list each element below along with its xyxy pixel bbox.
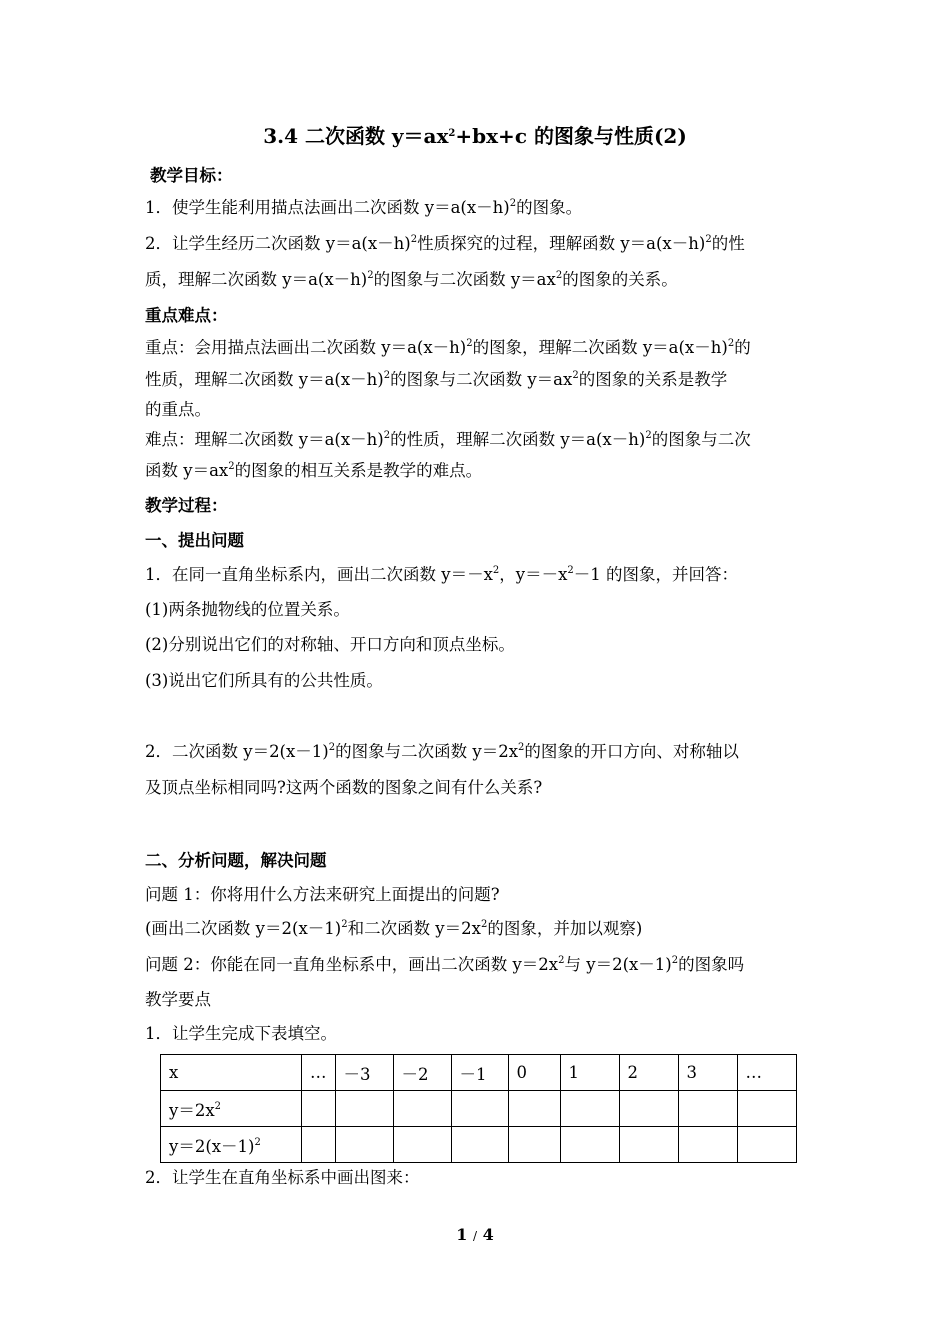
table-cell: 0 [508,1055,560,1091]
table-cell: 1 [560,1055,619,1091]
question-2-line1: 2．二次函数 $y=2(x-1)^2$的图象与二次函数 $y=2x^2$的图象的开口方向、对称轴以 [145,742,739,761]
difficult-point-line2: 函数 $y=ax^2$的图象的相互关系是教学的难点。 [145,461,483,480]
table-row [161,1127,797,1163]
table-cell[interactable] [560,1091,619,1127]
table-cell: x [161,1055,302,1091]
table-cell[interactable] [335,1091,393,1127]
question-2-line2: 及顶点坐标相同吗?这两个函数的图象之间有什么关系? [145,778,543,797]
key-point-line1: 重点：会用描点法画出二次函数 $y=a(x-h)^2$的图象，理解二次函数 $y=a(x-h)^2$的 [145,338,751,357]
section1-heading: 一、提出问题 [145,531,244,550]
table-cell: 3 [678,1055,737,1091]
table-cell[interactable] [508,1127,560,1163]
problem-1: 问题 1：你将用什么方法来研究上面提出的问题? [145,885,500,904]
table-cell: －2 [393,1055,451,1091]
value-table [160,1054,797,1163]
table-row [161,1091,797,1127]
table-cell: … [302,1055,336,1091]
table-cell[interactable] [619,1091,678,1127]
objectives-heading: 教学目标： [150,166,233,185]
keypoints-heading: 重点难点： [145,306,228,325]
table-cell: －3 [335,1055,393,1091]
question-1-1: (1)两条抛物线的位置关系。 [145,600,350,619]
teaching-points: 教学要点 [145,990,211,1009]
table-cell[interactable] [335,1127,393,1163]
question-1-2: (2)分别说出它们的对称轴、开口方向和顶点坐标。 [145,635,515,654]
page-number: 1 / 4 [456,1225,494,1244]
table-row [161,1055,797,1091]
teaching-point-1: 1．让学生完成下表填空。 [145,1024,337,1043]
question-1: 1．在同一直角坐标系内，画出二次函数 $y=-x^2$，$y=-x^2-1$ 的图象，并回答： [145,565,739,584]
table-row-label: $y=2x^2$ [161,1091,302,1127]
problem-2: 问题 2：你能在同一直角坐标系中，画出二次函数 $y=2x^2$与 $y=2(x-1)^2$的图象吗 [145,955,745,974]
table-cell[interactable] [619,1127,678,1163]
question-1-3: (3)说出它们所具有的公共性质。 [145,671,383,690]
table-cell[interactable] [737,1091,796,1127]
problem-1-hint: (画出二次函数 $y=2(x-1)^2$和二次函数 $y=2x^2$的图象，并加以观察) [145,919,643,938]
table-row-label: $y=2(x-1)^2$ [161,1127,302,1163]
key-point-line2: 性质，理解二次函数 $y=a(x-h)^2$的图象与二次函数 $y=ax^2$的图象的关系是教学 [145,370,728,389]
process-heading: 教学过程： [145,496,228,515]
page-title: 3.4 二次函数 $y=ax^2+bx+c$ 的图象与性质(2) [263,124,687,148]
table-cell[interactable] [451,1091,508,1127]
table-cell[interactable] [508,1091,560,1127]
table-cell[interactable] [560,1127,619,1163]
table-cell[interactable] [393,1091,451,1127]
objective-1: 1．使学生能利用描点法画出二次函数 $y=a(x-h)^2$的图象。 [145,198,583,217]
objective-2-line1: 2．让学生经历二次函数 $y=a(x-h)^2$性质探究的过程，理解函数 $y=a(x-h)^2$的性 [145,234,745,253]
teaching-point-2: 2．让学生在直角坐标系中画出图来： [145,1168,420,1187]
table-cell[interactable] [302,1127,336,1163]
table-cell: 2 [619,1055,678,1091]
table-cell[interactable] [451,1127,508,1163]
table-cell[interactable] [678,1091,737,1127]
table-cell: … [737,1055,796,1091]
table-cell[interactable] [302,1091,336,1127]
section2-heading: 二、分析问题，解决问题 [145,851,327,870]
table-cell[interactable] [678,1127,737,1163]
key-point-line3: 的重点。 [145,400,211,419]
table-cell: －1 [451,1055,508,1091]
difficult-point-line1: 难点：理解二次函数 $y=a(x-h)^2$的性质，理解二次函数 $y=a(x-h)^2$的图象与二次 [145,430,751,449]
objective-2-line2: 质，理解二次函数 $y=a(x-h)^2$的图象与二次函数 $y=ax^2$的图象的关系。 [145,270,678,289]
table-cell[interactable] [393,1127,451,1163]
table-cell[interactable] [737,1127,796,1163]
